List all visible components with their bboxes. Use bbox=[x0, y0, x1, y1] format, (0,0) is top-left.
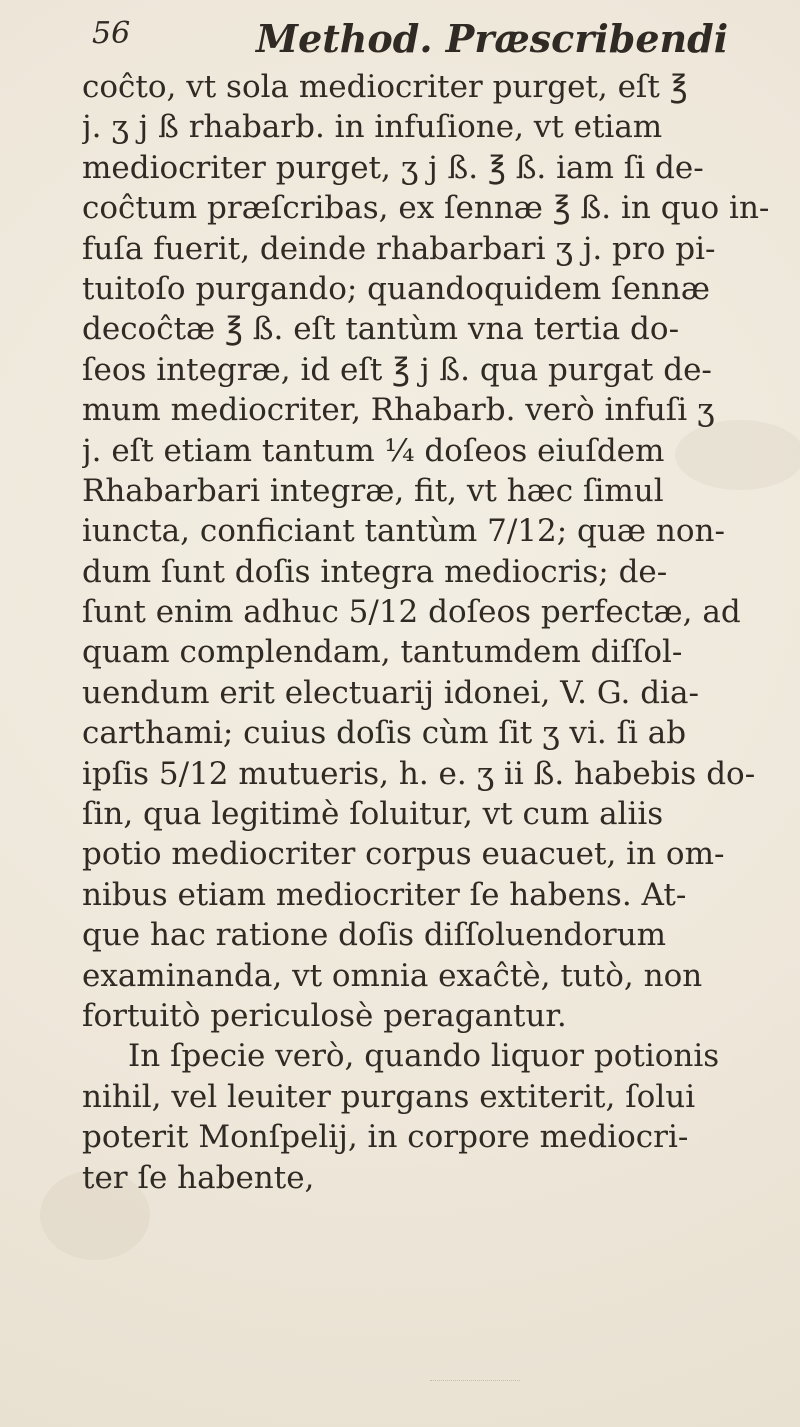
text-line: Rhabarbari integræ, fit, vt hæc ſimul bbox=[82, 472, 664, 509]
running-head-title: Method. Præscribendi bbox=[256, 16, 729, 61]
text-line: ſunt enim adhuc 5/12 doſeos perfectæ, ad bbox=[82, 594, 741, 631]
text-line: iuncta, conficiant tantùm 7/12; quæ non- bbox=[82, 513, 725, 550]
text-line: coĉto, vt sola mediocriter purget, eſt ℥ bbox=[82, 69, 688, 105]
faint-page-mark bbox=[430, 1360, 520, 1381]
text-line: poterit Monſpelij, in corpore mediocri- bbox=[82, 1119, 689, 1156]
page-number: 56 bbox=[92, 16, 131, 51]
text-line: que hac ratione doſis diſſoluendorum bbox=[82, 917, 667, 954]
text-line: dum ſunt doſis integra mediocris; de- bbox=[82, 553, 668, 590]
text-line: quam complendam, tantumdem diſſol- bbox=[82, 634, 683, 671]
text-line: decoĉtæ ℥ ß. eſt tantùm vna tertia do- bbox=[82, 311, 680, 348]
text-line: ipſis 5/12 mutueris, h. e. ʒ ii ß. habebis do- bbox=[82, 755, 756, 792]
text-line: potio mediocriter corpus euacuet, in om- bbox=[82, 836, 725, 873]
text-line: ſeos integræ, id eſt ℥ j ß. qua purgat de- bbox=[82, 351, 712, 388]
running-head bbox=[92, 16, 772, 74]
paragraph-start-line: In ſpecie verò, quando liquor potionis bbox=[128, 1038, 720, 1075]
text-line: mum mediocriter, Rhabarb. verò infuſi ʒ bbox=[82, 392, 715, 429]
text-line: nibus etiam mediocriter ſe habens. At- bbox=[82, 876, 687, 913]
text-line: fuſa fuerit, deinde rhabarbari ʒ j. pro pi- bbox=[82, 230, 716, 267]
text-line: examinanda, vt omnia exaĉtè, tutò, non bbox=[82, 957, 703, 994]
text-line: carthami; cuius doſis cùm ſit ʒ vi. ſi ab bbox=[82, 715, 687, 752]
text-line: nihil, vel leuiter purgans extiterit, ſolui bbox=[82, 1078, 696, 1115]
text-line: uendum erit electuarij idonei, V. G. dia- bbox=[82, 674, 699, 711]
body-text bbox=[82, 67, 786, 1375]
text-line: j. eſt etiam tantum ¼ doſeos eiuſdem bbox=[82, 432, 665, 469]
text-line: fortuitò periculosè peragantur. bbox=[82, 997, 567, 1034]
text-line: ſin, qua legitimè ſoluitur, vt cum aliis bbox=[82, 796, 664, 833]
text-line: coĉtum præſcribas, ex ſennæ ℥ ß. in quo in- bbox=[82, 190, 770, 227]
text-line: j. ʒ j ß rhabarb. in infuſione, vt etiam bbox=[82, 109, 663, 146]
text-line: mediocriter purget, ʒ j ß. ℥ ß. iam ſi de- bbox=[82, 149, 704, 186]
text-line: tuitoſo purgando; quandoquidem ſennæ bbox=[82, 270, 710, 307]
text-line: ter ſe habente, bbox=[82, 1159, 315, 1196]
